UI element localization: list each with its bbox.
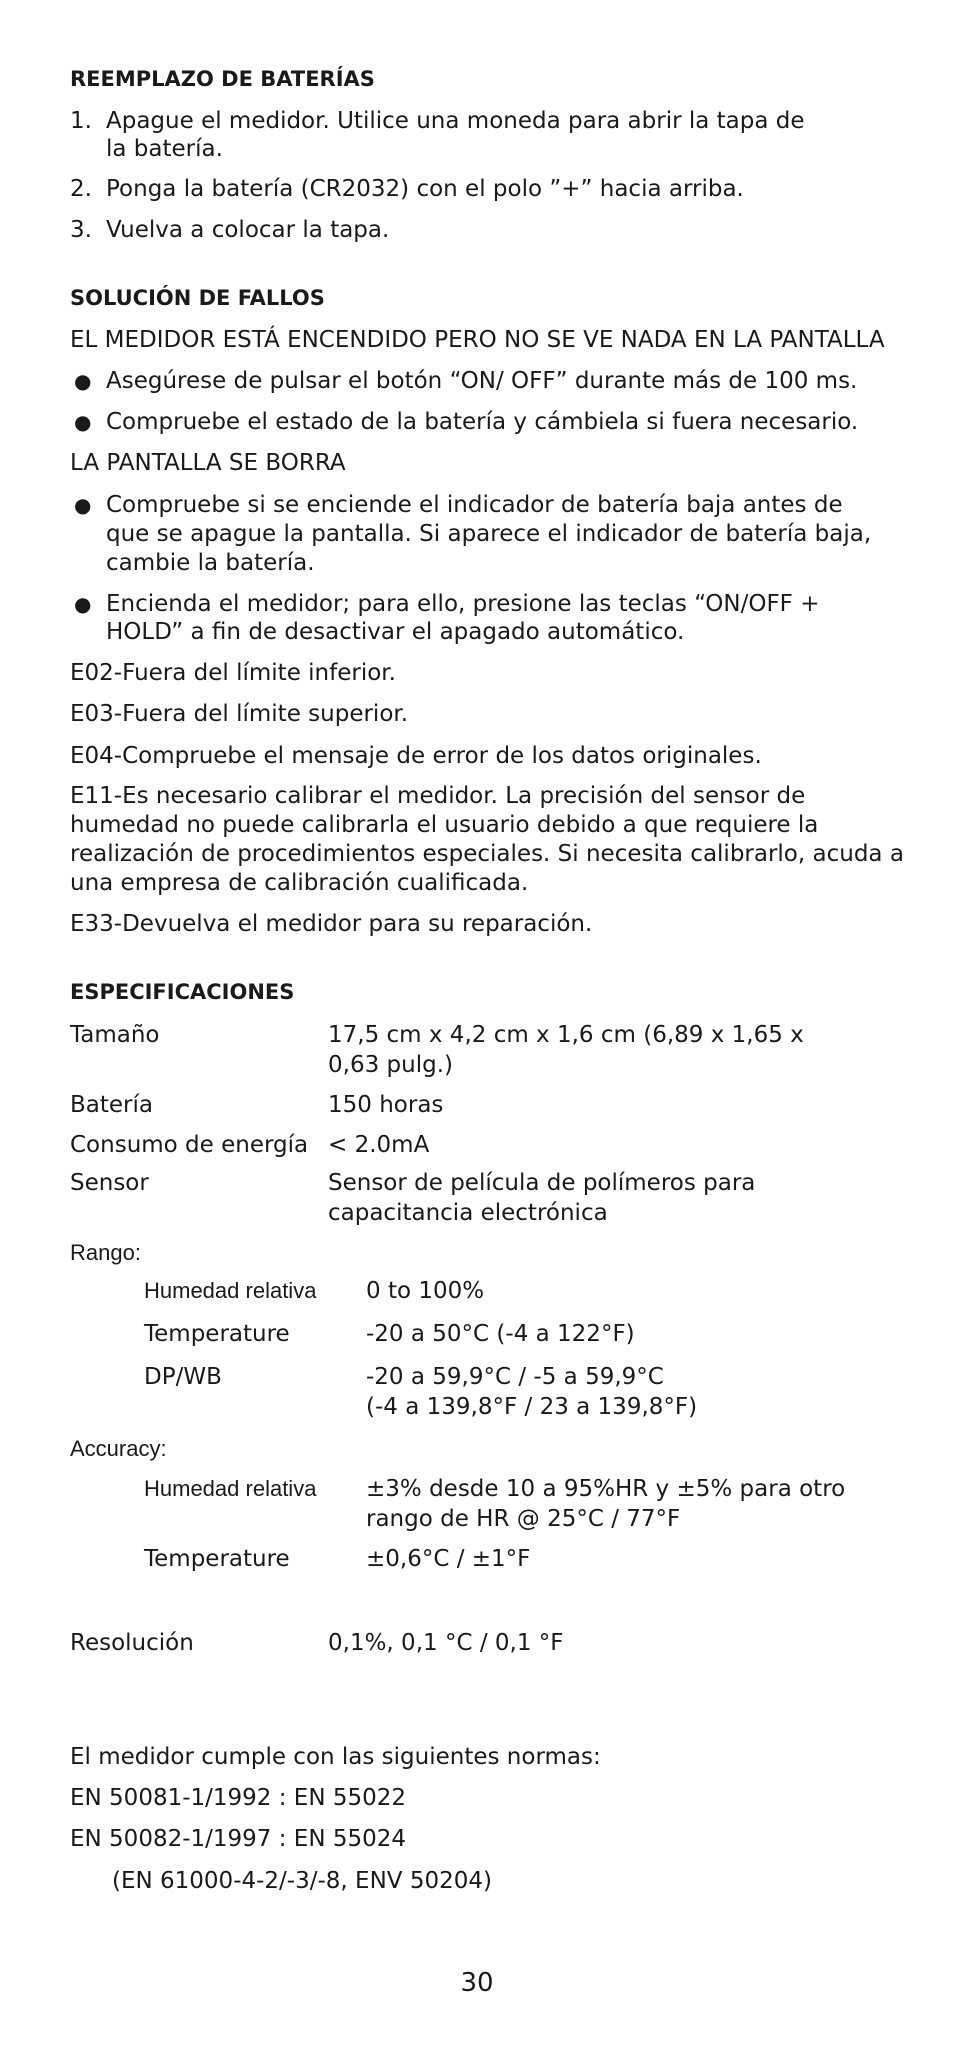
spec-value: < 2.0mA (328, 1132, 430, 1158)
step-text: Apague el medidor. Utilice una moneda para abrir la tapa de (106, 108, 805, 134)
step-number: 2. (70, 176, 92, 202)
spec-value-cont: 0,63 pulg.) (328, 1052, 453, 1078)
error-e11: E11-Es necesario calibrar el medidor. La precisión del sensor de (70, 783, 806, 809)
bullet-text: Compruebe el estado de la batería y cámbiela si fuera necesario. (106, 409, 859, 435)
troubleshooting-subheading-2: LA PANTALLA SE BORRA (70, 450, 346, 476)
spec-label: Sensor (70, 1170, 149, 1196)
spec-value: ±3% desde 10 a 95%HR y ±5% para otro (366, 1476, 846, 1502)
spec-value: -20 a 50°C (-4 a 122°F) (366, 1321, 635, 1347)
spec-label: Consumo de energía (70, 1132, 309, 1158)
bullet-icon: ● (74, 369, 92, 393)
bullet-text: Compruebe si se enciende el indicador de batería baja antes de (106, 492, 843, 518)
spec-value-cont: rango de HR @ 25°C / 77°F (366, 1506, 681, 1532)
error-e11-cont: una empresa de calibración cualificada. (70, 870, 529, 896)
standard-line: EN 50082-1/1997 : EN 55024 (70, 1826, 407, 1852)
step-number: 1. (70, 108, 92, 134)
spec-label: Tamaño (70, 1022, 160, 1048)
error-e02: E02-Fuera del límite inferior. (70, 660, 396, 686)
accuracy-label: Accuracy: (70, 1436, 167, 1461)
battery-step-1-cont: la batería. (106, 136, 223, 162)
bullet-text-cont: cambie la batería. (106, 550, 315, 576)
spec-label: Resolución (70, 1630, 194, 1656)
spec-value: 0,1%, 0,1 °C / 0,1 °F (328, 1630, 564, 1656)
standard-line: (EN 61000-4-2/-3/-8, ENV 50204) (112, 1868, 492, 1894)
step-text: Vuelva a colocar la tapa. (106, 217, 390, 243)
spec-value: 0 to 100% (366, 1278, 485, 1304)
spec-value: ±0,6°C / ±1°F (366, 1546, 531, 1572)
spec-value: Sensor de película de polímeros para (328, 1170, 756, 1196)
bullet-icon: ● (74, 493, 92, 517)
page-number: 30 (460, 1968, 494, 1998)
spec-label: DP/WB (144, 1364, 222, 1390)
error-e03: E03-Fuera del límite superior. (70, 701, 409, 727)
spec-value-cont: capacitancia electrónica (328, 1200, 608, 1226)
spec-value: 150 horas (328, 1092, 444, 1118)
spec-label: Humedad relativa (144, 1278, 317, 1303)
spec-value: -20 a 59,9°C / -5 a 59,9°C (366, 1364, 664, 1390)
specs-heading: ESPECIFICACIONES (70, 980, 295, 1004)
bullet-text: Asegúrese de pulsar el botón “ON/ OFF” durante más de 100 ms. (106, 368, 858, 394)
error-e11-cont: realización de procedimientos especiales. Si necesita calibrarlo, acuda a (70, 841, 904, 867)
error-e11-cont: humedad no puede calibrarla el usuario debido a que requiere la (70, 812, 819, 838)
battery-heading: REEMPLAZO DE BATERÍAS (70, 67, 375, 91)
bullet-icon: ● (74, 410, 92, 434)
spec-label: Batería (70, 1092, 153, 1118)
step-number: 3. (70, 217, 92, 243)
standards-intro: El medidor cumple con las siguientes normas: (70, 1744, 601, 1770)
spec-label: Temperature (144, 1546, 290, 1572)
troubleshooting-heading: SOLUCIÓN DE FALLOS (70, 286, 325, 310)
bullet-icon: ● (74, 592, 92, 616)
spec-value: 17,5 cm x 4,2 cm x 1,6 cm (6,89 x 1,65 x (328, 1022, 804, 1048)
error-e04: E04-Compruebe el mensaje de error de los datos originales. (70, 743, 762, 769)
troubleshooting-subheading-1: EL MEDIDOR ESTÁ ENCENDIDO PERO NO SE VE NADA EN LA PANTALLA (70, 327, 885, 353)
step-text: Ponga la batería (CR2032) con el polo ”+” hacia arriba. (106, 176, 744, 202)
bullet-text-cont: HOLD” a fin de desactivar el apagado automático. (106, 619, 685, 645)
standard-line: EN 50081-1/1992 : EN 55022 (70, 1785, 407, 1811)
error-e33: E33-Devuelva el medidor para su reparación. (70, 911, 593, 937)
spec-label: Temperature (144, 1321, 290, 1347)
range-label: Rango: (70, 1240, 141, 1265)
spec-label: Humedad relativa (144, 1476, 317, 1501)
spec-value-cont: (-4 a 139,8°F / 23 a 139,8°F) (366, 1394, 698, 1420)
bullet-text: Encienda el medidor; para ello, presione las teclas “ON/OFF + (106, 591, 820, 617)
bullet-text-cont: que se apague la pantalla. Si aparece el indicador de batería baja, (106, 521, 872, 547)
